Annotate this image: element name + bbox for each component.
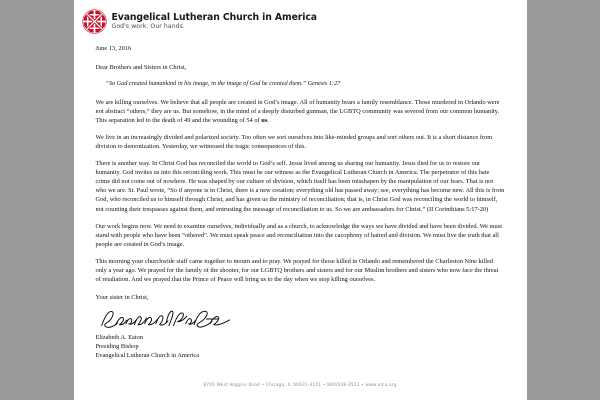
paragraph-text: There is another way. In Christ God has reconciled the world to God’s self. Jesus lived among us sharing our humanity. Jesus died for us to restore our humanity. God invites us into this reconciling work. This must be our witness as the Evangelical Lutheran Church in America. The perpetrator of this hate crime did not come out of nowhere. He was shaped by our culture of division, which itself has been misshapen by the manipulation of our fears. That is not who we are. St. Paul wrote, “So if anyone is in Christ, there is a new creation; everything old has passed away; see, everything has become new. All this is from God, who reconciled us to himself through Christ, and has given us the ministry of reconciliation; that is, in Christ God was reconciling the world to himself, not counting their trespasses against them, and entrusting the message of reconciliation to us. So we are ambassadors for Christ.” (II Corinthians 5:17-20) xyxy=(95,160,505,213)
signer-organization: Evangelical Lutheran Church in America xyxy=(95,351,200,359)
letter-paragraph xyxy=(96,222,505,249)
scripture-quote: “So God created humankind in his image, in the image of God he created them.” Genesis 1:27 xyxy=(105,80,341,88)
letter-date: June 13, 2016 xyxy=(95,45,132,52)
letter-paragraph xyxy=(96,257,505,284)
organization-name: Evangelical Lutheran Church in America xyxy=(111,11,317,23)
elca-cross-globe-logo-icon xyxy=(82,9,107,34)
letter-page xyxy=(74,0,527,400)
signer-name: Elizabeth A. Eaton xyxy=(95,333,143,341)
signer-title: Presiding Bishop xyxy=(95,342,139,350)
letter-paragraph xyxy=(96,133,505,151)
paragraph-emphasis: us xyxy=(261,116,268,124)
paragraph-text: We live in an increasingly divided and polarized society. Too often we sort ourselves into like-minded groups and sort others out. It is a short distance from division to demonization. Yesterday, we witnessed the tragic consequences of this. xyxy=(95,133,493,151)
letter-closing: Your sister in Christ, xyxy=(95,294,149,302)
page-footer xyxy=(74,373,527,391)
paragraph-tail: . xyxy=(267,116,269,124)
paragraph-text: We are killing ourselves. We believe that all people are created in God’s image. All of humanity bears a family resemblance. Those murdered in Orlando were not abstract “others,” they are us. But somehow, in the mind of a deeply disturbed gunman, the LGBTQ community was severed from our common humanity. This separation led to the death of 49 and the wounding of 54 of xyxy=(95,98,500,124)
letter-salutation: Dear Brothers and Sisters in Christ, xyxy=(95,63,187,71)
letter-paragraph xyxy=(96,159,505,214)
letterhead xyxy=(74,0,527,34)
handwritten-signature-icon xyxy=(98,305,238,333)
brand-text xyxy=(112,13,317,31)
signature-block xyxy=(98,305,505,334)
letter-body xyxy=(74,45,527,361)
organization-tagline: God's work. Our hands. xyxy=(111,23,185,31)
letter-paragraph xyxy=(96,98,505,125)
paragraph-text: This morning your churchwide staff came together to mourn and to pray. We prayed for those killed in Orlando and remembered the Charleston Nine killed only a year ago. We prayed for the family of the shooter, for our LGBTQ brothers and sisters and for our Muslim brothers and sisters who now face the threat of retaliation. And we prayed that the Prince of Peace will bring us to the day when we stop killing ourselves. xyxy=(95,257,499,284)
paragraph-text: Our work begins now. We need to examine ourselves, individually and as a church, to acknowledge the ways we have divided and have been divided. We must stand with people who have been “othered”. We must speak peace and reconciliation into the cacophony of hatred and division. We must live the truth that all people are created in God’s image. xyxy=(95,222,502,248)
footer-address-line: 8765 West Higgins Road • Chicago, IL 60631-4101 • 800/638-3522 • www.elca.org xyxy=(203,382,397,387)
